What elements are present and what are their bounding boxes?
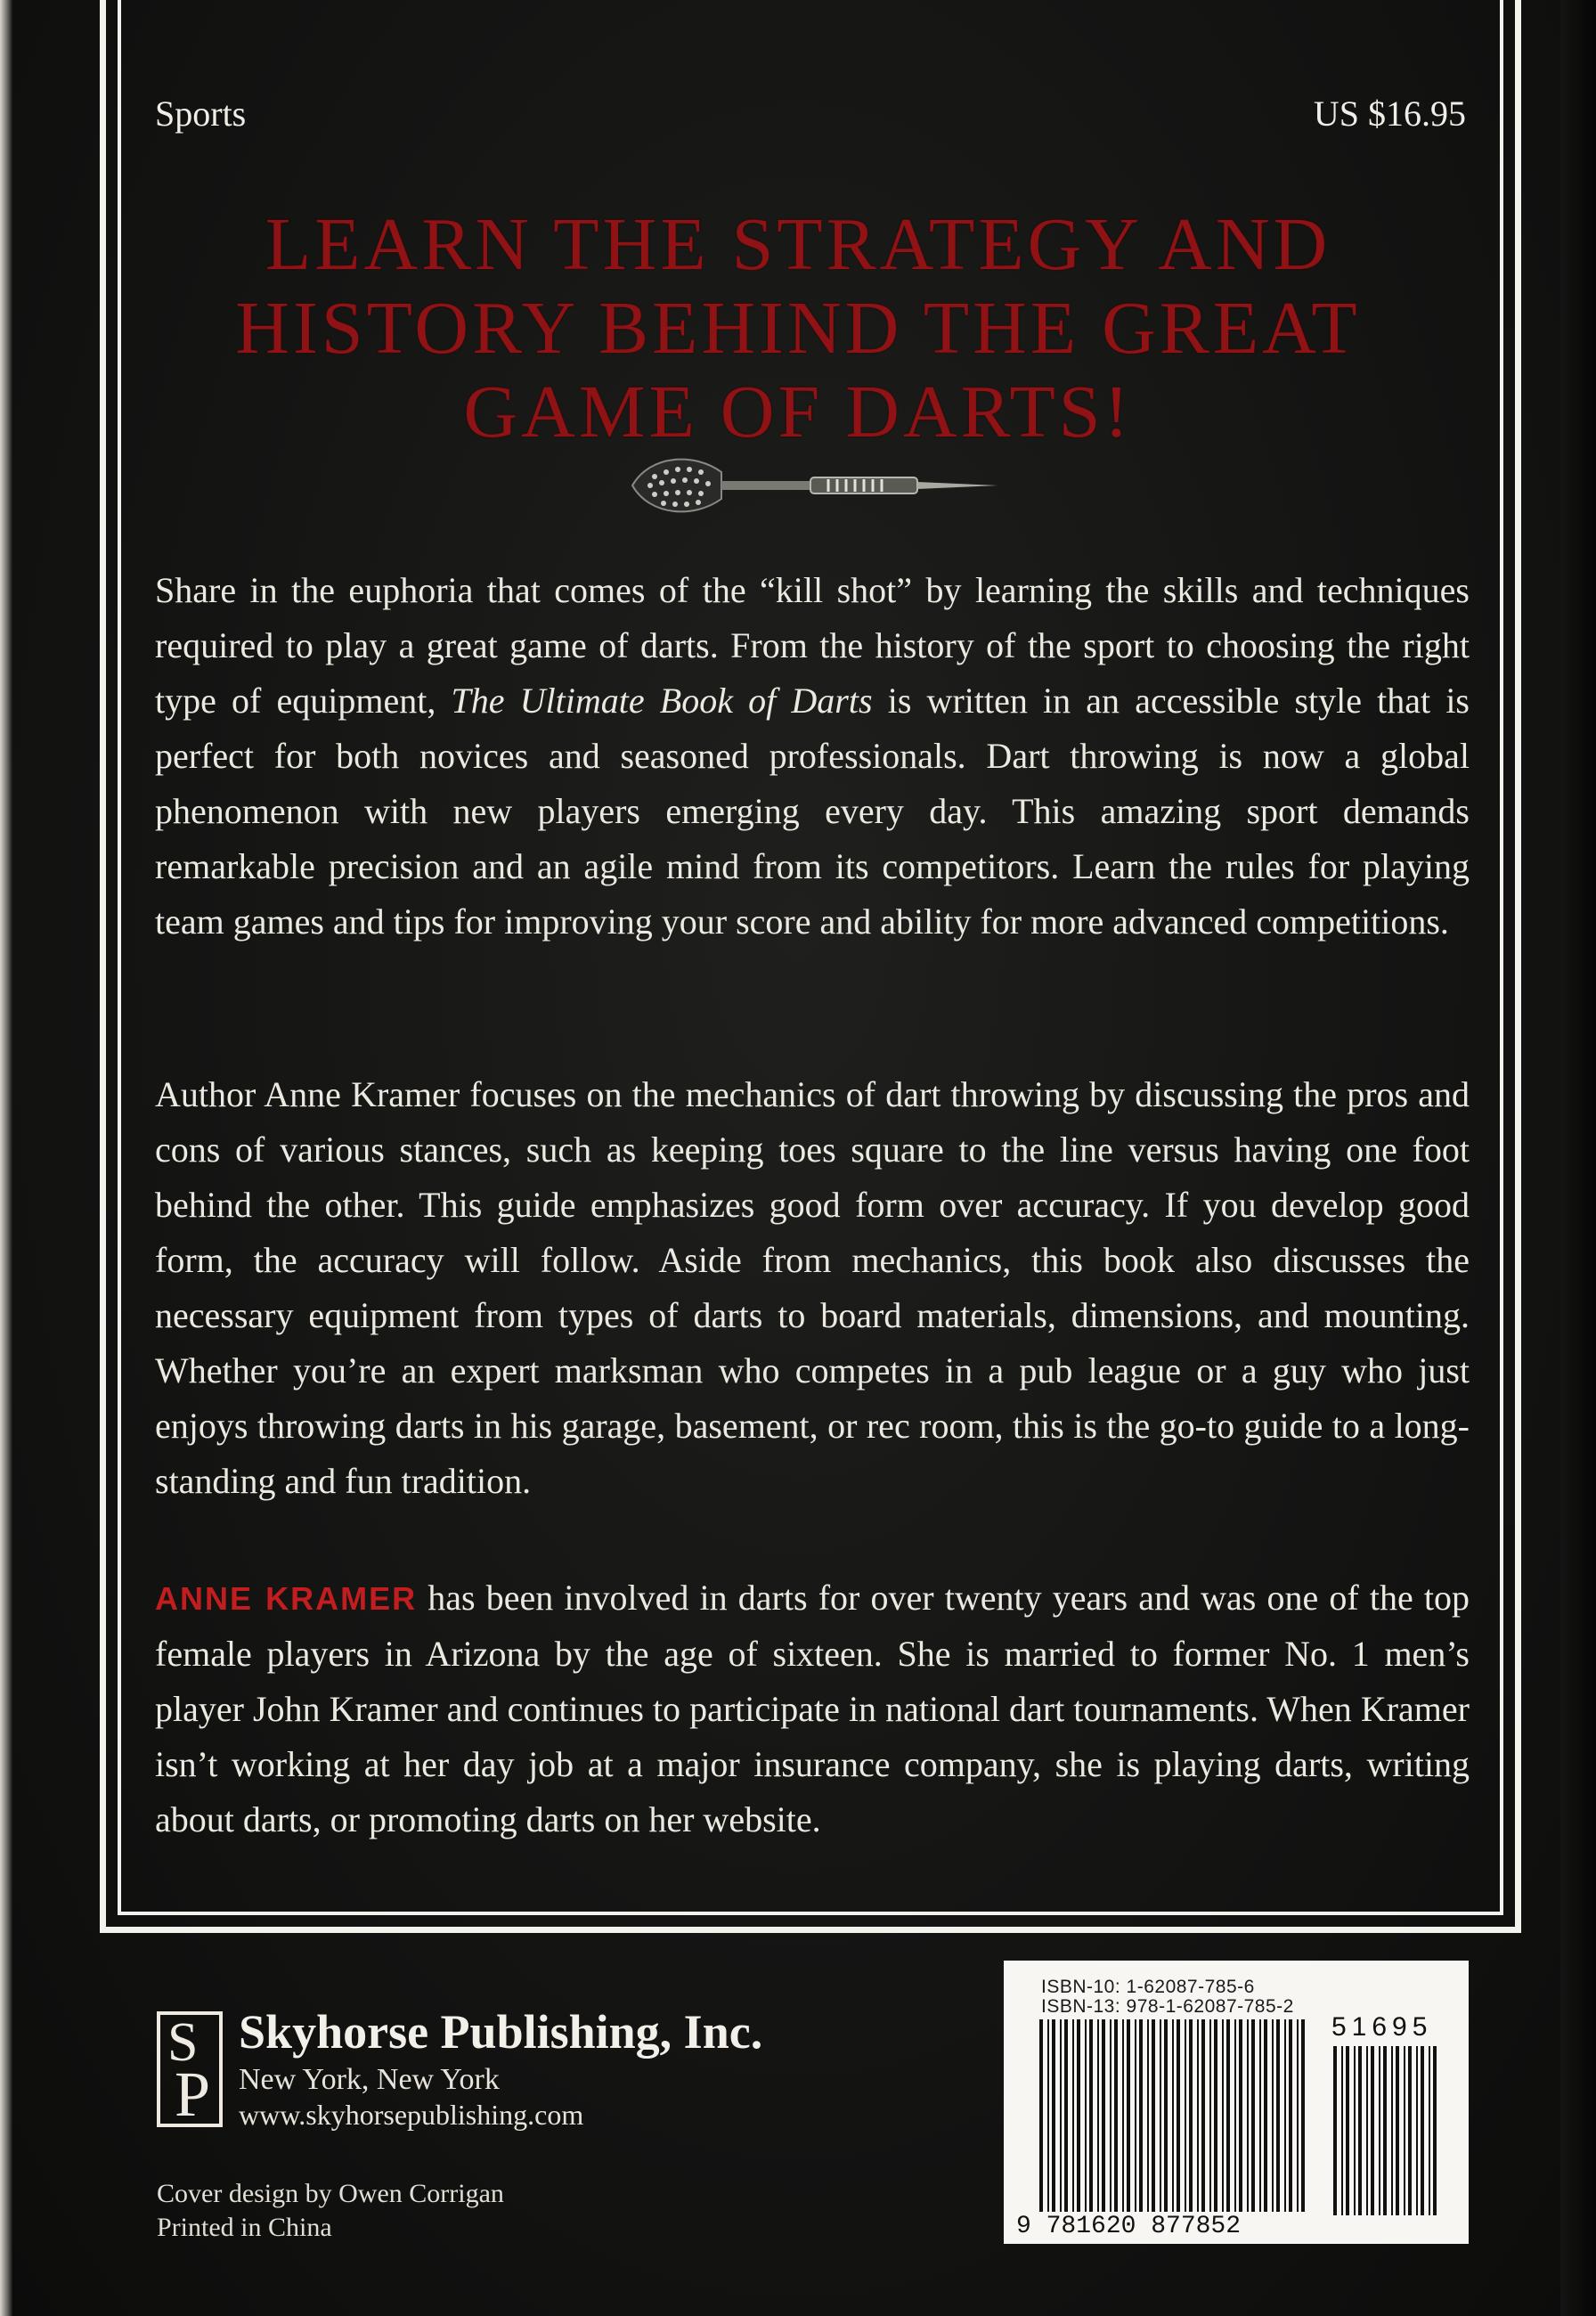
barcode-bar (1234, 2019, 1236, 2212)
barcode-bar (1039, 2019, 1043, 2212)
headline: LEARN THE STRATEGY AND HISTORY BEHIND THE GREAT GAME OF DARTS! (235, 203, 1361, 453)
description-paragraph-1 (155, 563, 1470, 950)
barcode-bar (1404, 2046, 1405, 2215)
barcode-bar (1072, 2019, 1074, 2212)
barcode-bar (1333, 2046, 1337, 2215)
barcode-bar (1077, 2019, 1080, 2212)
isbn-13: ISBN-13: 978-1-62087-785-2 (1041, 1996, 1294, 2017)
barcode-bar (1383, 2046, 1387, 2215)
barcode-bar (1346, 2046, 1349, 2215)
barcode-bar (1110, 2019, 1112, 2212)
barcode-bar (1089, 2019, 1093, 2212)
description-paragraph-2 (155, 1067, 1470, 1509)
barcode-bar (1272, 2019, 1274, 2212)
barcode-bar (1264, 2019, 1267, 2212)
barcode-bar (1247, 2019, 1249, 2212)
barcode-bar (1239, 2019, 1242, 2212)
barcode-bar (1251, 2019, 1255, 2212)
description-text: Share in the euphoria that comes of the “kill shot” by learning the skills and techniques required to play a great game of darts. From the history of the sport to choosing the right type of equipment, (155, 570, 1470, 721)
printed-in: Printed in China (157, 2213, 332, 2242)
barcode-bar (1172, 2019, 1174, 2212)
category-label: Sports (155, 94, 247, 134)
book-title: The Ultimate Book of Darts (451, 681, 873, 721)
barcode-bar (1185, 2019, 1186, 2212)
logo-letter-s: S (167, 2012, 199, 2073)
barcode-bars (1039, 2019, 1307, 2215)
barcode-bar (1226, 2019, 1230, 2212)
publisher-name: Skyhorse Publishing, Inc. (239, 2005, 763, 2059)
page-edge-right (1560, 0, 1596, 2316)
publisher-location: New York, New York (239, 2063, 500, 2096)
barcode-bar (1097, 2019, 1099, 2212)
price-label: US $16.95 (1313, 94, 1466, 134)
barcode-bar (1160, 2019, 1161, 2212)
barcode-bar (1152, 2019, 1155, 2212)
description-text: is written in an accessible style that is perfect for both novices and seasoned professionals. Dart throwing is now a global phenomenon with new players emerging every day. This amazing sport demands remarkable precision and an agile mind from its competitors. Learn the rules for playing team games and tips for improving your score and ability for more advanced competitions. (155, 681, 1470, 942)
page-edge-left (0, 0, 12, 2316)
barcode-bar (1289, 2019, 1292, 2212)
author-name: ANNE KRAMER (155, 1580, 418, 1617)
barcode-bar (1085, 2019, 1087, 2212)
barcode-bar (1408, 2046, 1412, 2215)
barcode-bar (1177, 2019, 1180, 2212)
barcode-bar (1052, 2019, 1055, 2212)
dart-flight (632, 460, 721, 512)
barcode-bar (1276, 2019, 1280, 2212)
barcode-bar (1139, 2019, 1143, 2212)
barcode-bar (1114, 2019, 1118, 2212)
barcode-bar (1259, 2019, 1261, 2212)
barcode-bar (1164, 2019, 1168, 2212)
barcode-bar (1214, 2019, 1217, 2212)
publisher-block (153, 2004, 830, 2129)
barcode-label (1004, 1961, 1469, 2244)
barcode-bar (1102, 2019, 1105, 2212)
barcode-bar (1354, 2046, 1356, 2215)
description-text: Author Anne Kramer focuses on the mechanics of dart throwing by discussing the pros and cons of various stances, such as keeping toes square to the line versus having one foot behind the other. This guide emphasizes good form over accuracy. If you develop good form, the accuracy will follow. Aside from mechanics, this book also discusses the necessary equipment from types of darts to board materials, dimensions, and mounting. Whether you’re an expert marksman who competes in a pub league or a guy who just enjoys throwing darts in his garage, basement, or rec room, this is the go-to guide to a long-standing and fun tradition. (155, 1074, 1470, 1501)
author-bio-text: has been involved in darts for over twenty years and was one of the top female players in Arizona by the age of sixteen. She is married to former No. 1 men’s player John Kramer and continues to participate in national dart tournaments. When Kramer isn’t working at her day job at a major insurance company, she is playing darts, writing about darts, or promoting darts on her website. (155, 1578, 1470, 1839)
barcode-bar (1358, 2046, 1362, 2215)
barcode-bar (1147, 2019, 1149, 2212)
barcode-bar (1416, 2046, 1418, 2215)
barcode-bar (1222, 2019, 1224, 2212)
publisher-website: www.skyhorsepublishing.com (239, 2099, 584, 2131)
skyhorse-logo (157, 2011, 223, 2130)
credits (157, 2177, 504, 2245)
barcode-bar (1421, 2046, 1424, 2215)
addon-barcode-bars (1333, 2046, 1440, 2224)
dart-barrel (810, 477, 917, 493)
barcode-bar (1127, 2019, 1130, 2212)
dart-point (917, 482, 998, 489)
barcode-bar (1297, 2019, 1299, 2212)
dart-icon (623, 445, 1006, 526)
barcode-bar (1433, 2046, 1437, 2215)
price-code: 51695 (1331, 2012, 1433, 2042)
barcode-bar (1060, 2019, 1062, 2212)
cover-design-credit: Cover design by Owen Corrigan (157, 2179, 504, 2208)
author-bio (155, 1570, 1470, 1847)
barcode-bar (1379, 2046, 1380, 2215)
barcode-bar (1301, 2019, 1305, 2212)
dart-shaft (721, 481, 810, 490)
barcode-digits-text: 9 781620 877852 (1016, 2213, 1242, 2240)
barcode-bar (1189, 2019, 1193, 2212)
barcode-bar (1284, 2019, 1286, 2212)
barcode-bar (1371, 2046, 1374, 2215)
barcode-bar (1209, 2019, 1211, 2212)
barcode-bar (1197, 2019, 1199, 2212)
barcode-bar (1366, 2046, 1368, 2215)
isbn-10: ISBN-10: 1-62087-785-6 (1041, 1977, 1255, 1997)
logo-letter-p: P (175, 2059, 211, 2130)
barcode-bar (1429, 2046, 1430, 2215)
barcode-bar (1391, 2046, 1393, 2215)
barcode-bar (1047, 2019, 1049, 2212)
barcode-bar (1135, 2019, 1136, 2212)
barcode-bar (1122, 2019, 1124, 2212)
barcode-bar (1396, 2046, 1399, 2215)
barcode-bar (1341, 2046, 1343, 2215)
barcode-bar (1064, 2019, 1068, 2212)
barcode-bar (1201, 2019, 1205, 2212)
